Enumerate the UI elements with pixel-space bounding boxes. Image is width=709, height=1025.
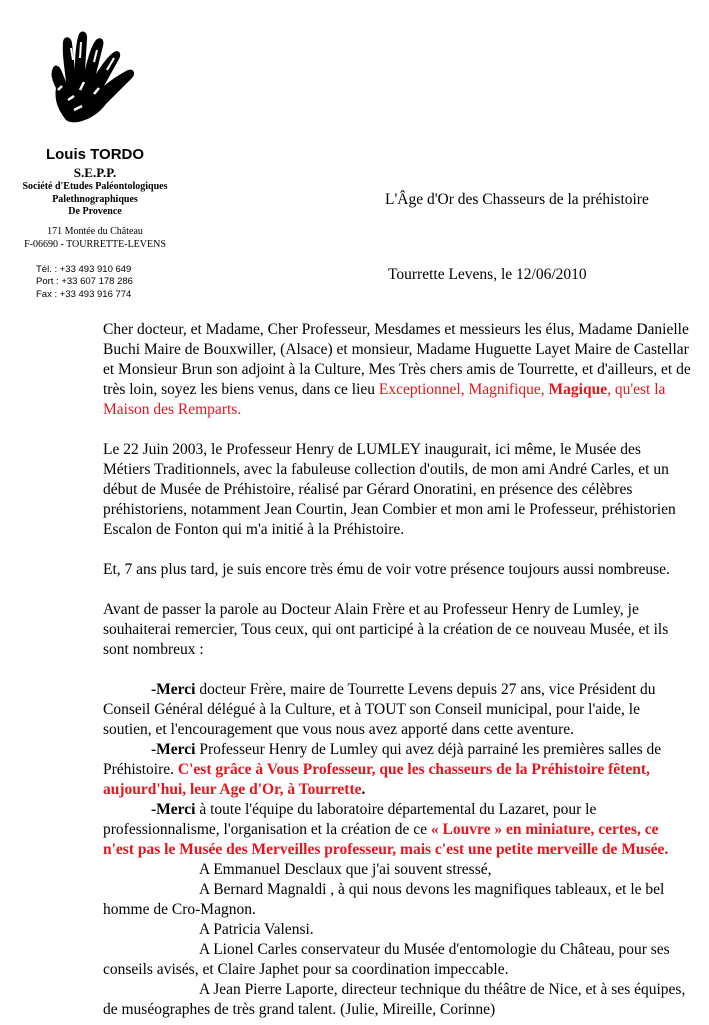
highlight-red-bold: C'est grâce à Vous Professeur, que les chasseurs de la Préhistoire fêtent, aujourd'hui, leur Age d'Or, à Tourrette [103,761,650,798]
sender-block [10,146,180,251]
address-line-2: F-06690 - TOURRETTE-LEVENS [24,238,166,250]
dedication-item: A Jean Pierre Laporte, directeur technique du théâtre de Nice, et à ses équipes, de muséographes de très grand talent. (Julie, Mireille, Corinne) [103,981,686,1018]
thanks-text: à toute l'équipe du laboratoire départemental du Lazaret, pour le professionnalisme, l'organisation et la création de ce [103,801,597,838]
thanks-end: . [361,781,366,798]
thanks-label: -Merci [151,681,196,698]
org-full-name [10,181,180,219]
thanks-text: Professeur Henry de Lumley qui avez déjà parrainé les premières salles de Préhistoire. [103,741,662,778]
mobile-number: Port : +33 607 178 286 [36,276,133,288]
highlight-red: , qu'est la Maison des Remparts. [103,381,666,418]
letter-body [103,320,691,1020]
paragraph-greeting [103,320,691,420]
paragraph-intro-thanks: Avant de passer la parole au Docteur Alain Frère et au Professeur Henry de Lumley, je souhaiterai remercier, Tous ceux, qui ont participé à la création de ce nouveau Musée, et ils sont nombreux : [103,601,669,658]
greeting-text: Cher docteur, et Madame, Cher Professeur, Mesdames et messieurs les élus, Madame Danielle Buchi Maire de Bouxwiller, (Alsace) et monsieur, Madame Huguette Layet Maire de Castellar et Monsieur Brun son adjoint à la Culture, Mes Très chers amis de Tourrette, et d'ailleurs, et de très loin, soyez les biens venus, dans ce lieu [103,321,691,398]
thanks-label: -Merci [151,741,196,758]
address-line-1: 171 Montée du Château [47,225,143,237]
dedication-item: A Patricia Valensi. [199,921,314,938]
hand-print-icon [44,30,144,125]
sender-address [10,225,180,251]
thanks-item [103,740,691,800]
phone-number: Tél. : +33 493 910 649 [36,264,132,275]
thanks-item [103,800,691,860]
dedication-item: A Bernard Magnaldi , à qui nous devons les magnifiques tableaux, et le bel homme de Cro-Magnon. [103,881,665,918]
org-line-2: Palethnographiques [52,193,138,205]
paragraph-emotion: Et, 7 ans plus tard, je suis encore très ému de voir votre présence toujours aussi nombreuse. [103,561,670,578]
paragraph-history: Le 22 Juin 2003, le Professeur Henry de LUMLEY inaugurait, ici même, le Musée des Métiers Traditionnels, avec la fabuleuse collection d'outils, de mon ami André Carles, et un début de Musée de Préhistoire, réalisé par Gérard Onoratini, en présence des célèbres préhistoriens, notamment Jean Courtin, Jean Combier et mon ami le Professeur, préhistorien Escalon de Fonton qui m'a initié à la Préhistoire. [103,441,676,538]
contact-block [36,264,156,301]
sender-name: Louis TORDO [45,146,145,163]
org-line-3: De Provence [68,206,122,217]
highlight-red: Exceptionnel, Magnifique, [378,381,549,398]
dedication-item: A Emmanuel Desclaux que j'ai souvent stressé, [199,861,492,878]
highlight-red-bold: « Louvre » en miniature, certes, ce n'est pas le Musée des Merveilles professeur, mais c'est une petite merveille de Musée. [103,821,669,858]
org-line-1: Société d'Etudes Paléontologiques [22,181,168,192]
fax-number: Fax : +33 493 916 774 [36,288,132,300]
thanks-text: docteur Frère, maire de Tourrette Levens depuis 27 ans, vice Président du Conseil Général délégué à la Culture, et à TOUT son Conseil municipal, pour l'aide, le soutien, et l'encouragement que vous nous avez apporté dans cette aventure. [103,681,656,738]
thanks-label: -Merci [151,801,196,818]
letter-subject: L'Âge d'Or des Chasseurs de la préhistoire [385,191,649,208]
highlight-red-bold: Magique [548,381,608,398]
org-acronym: S.E.P.P. [73,165,117,180]
date-line: Tourrette Levens, le 12/06/2010 [388,266,587,283]
thanks-item [103,680,691,740]
dedication-item: A Lionel Carles conservateur du Musée d'entomologie du Château, pour ses conseils avisés, et Claire Japhet pour sa coordination impeccable. [103,941,670,978]
